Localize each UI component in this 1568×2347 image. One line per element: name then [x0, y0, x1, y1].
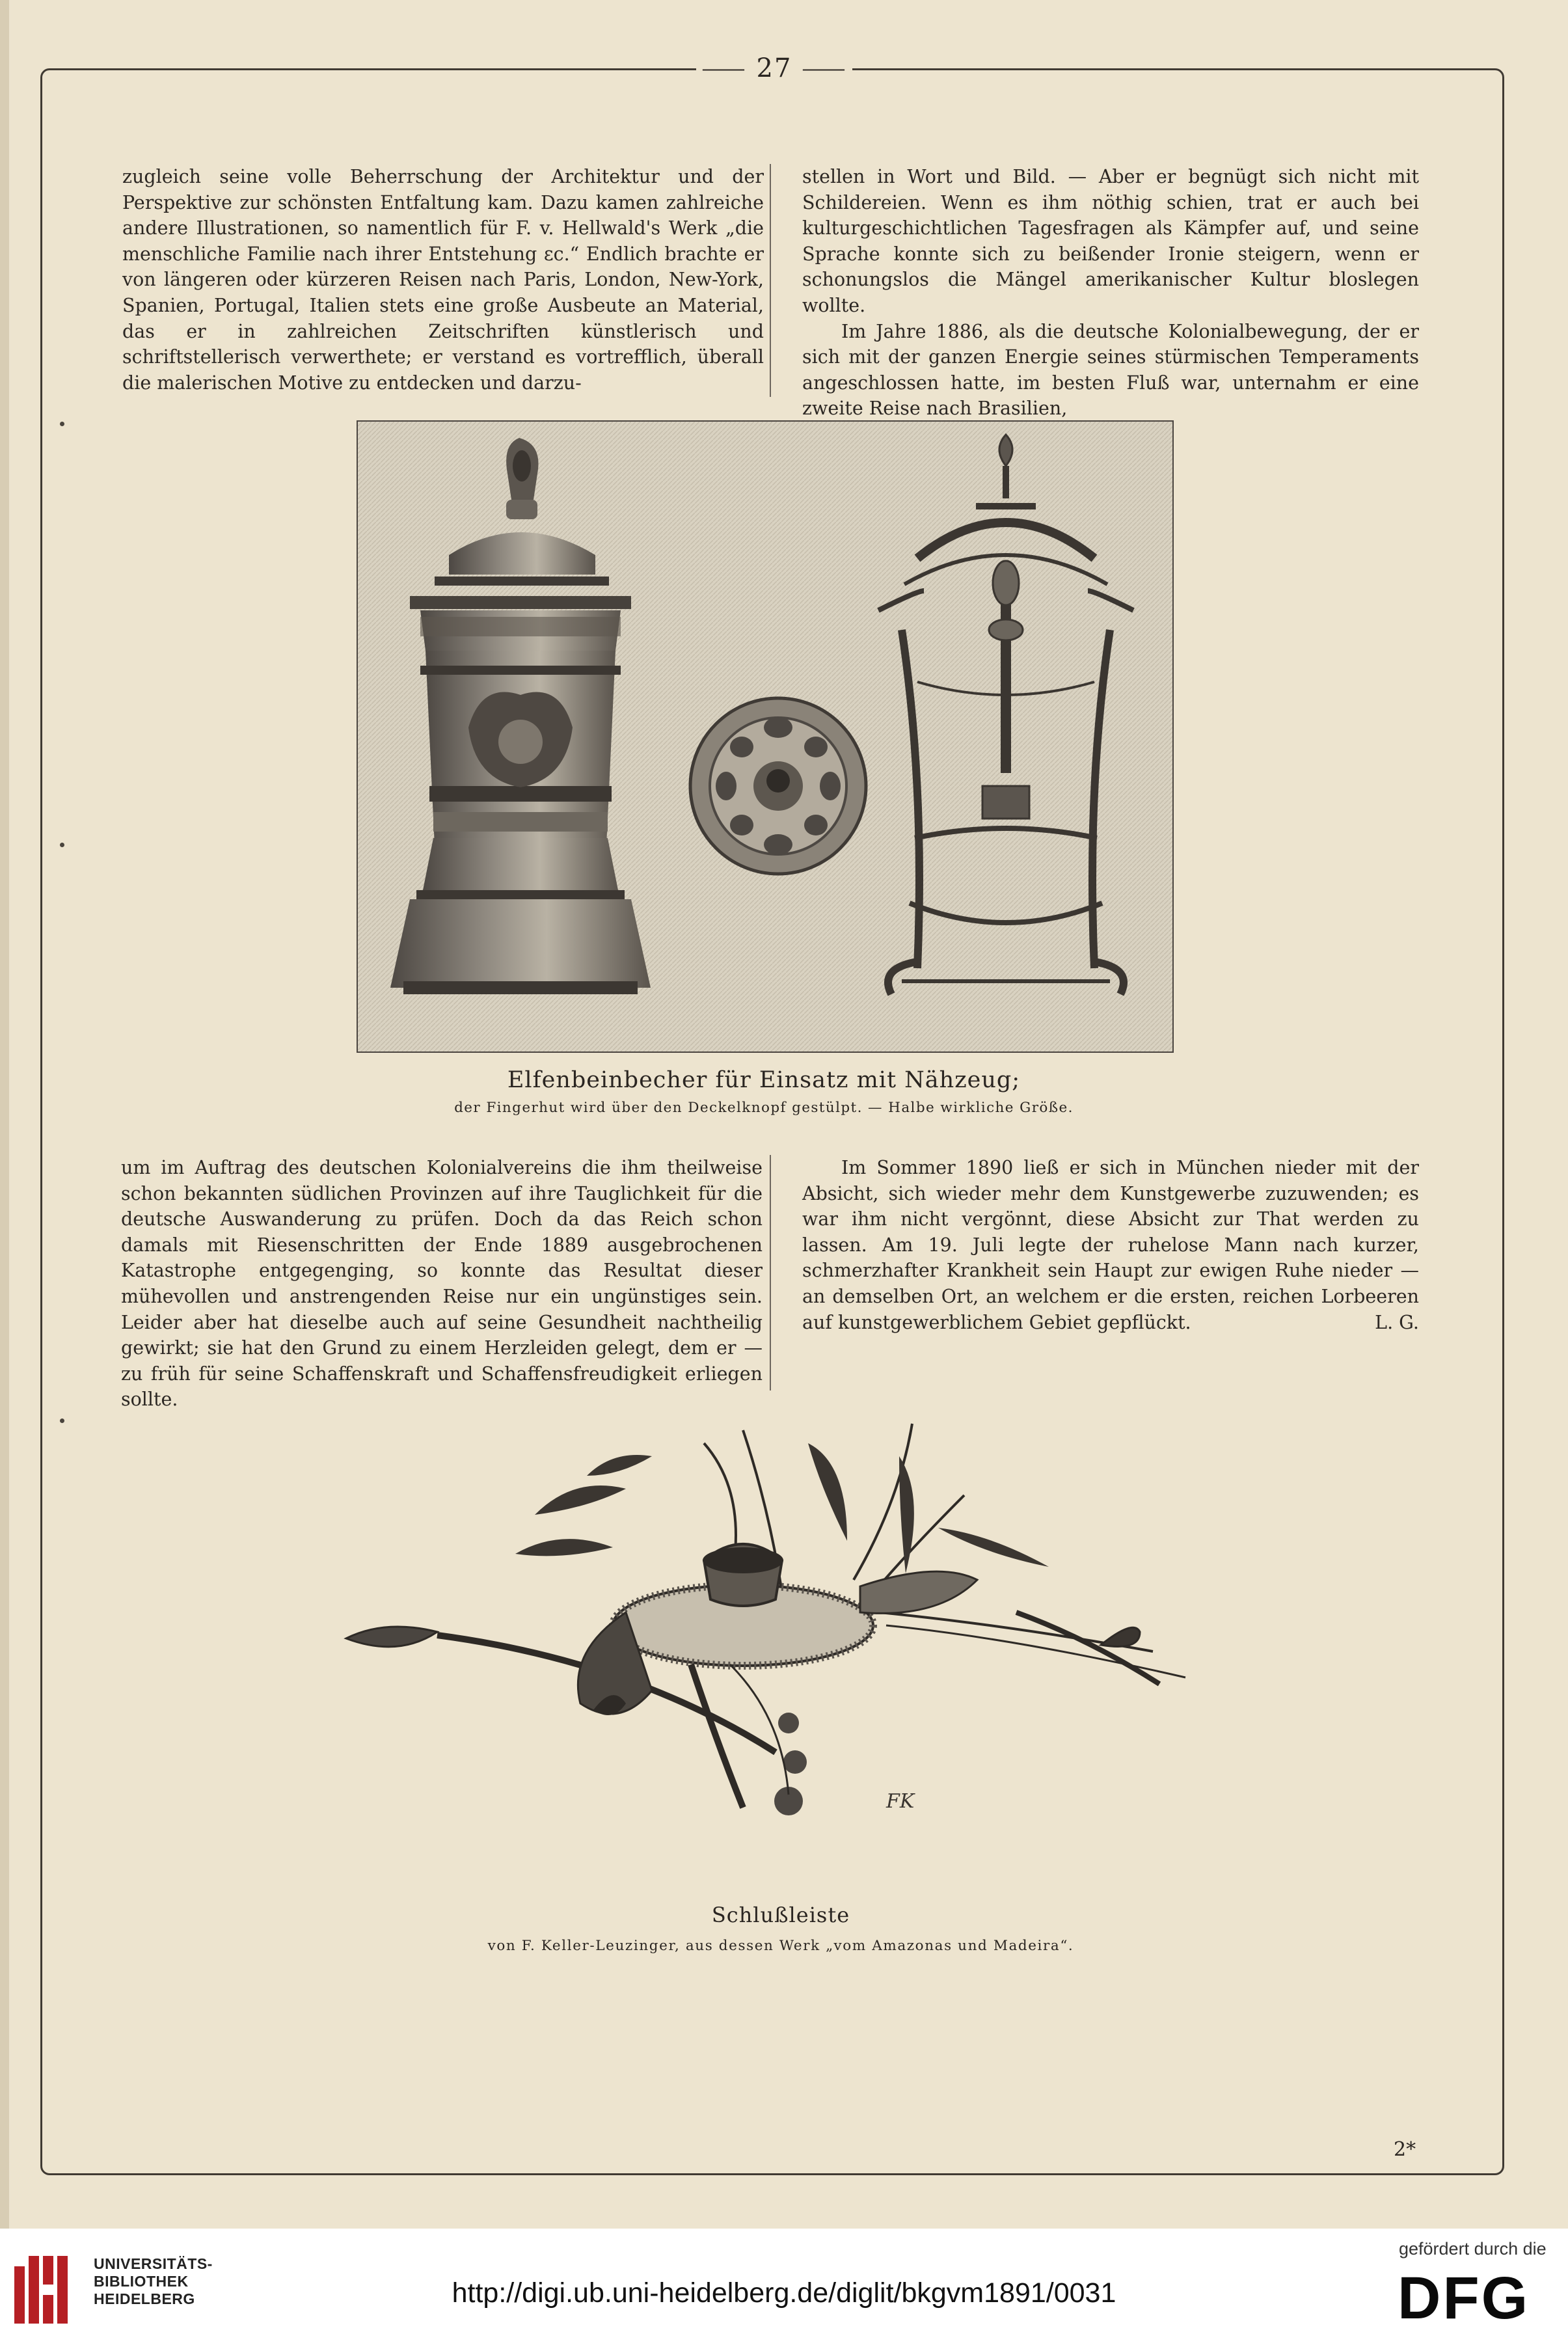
paragraph — [802, 1155, 1419, 1335]
paragraph: Im Jahre 1886, als die deutsche Kolonialbewegung, der er sich mit der ganzen Energie seines stürmischen Temperaments angeschlossen hatte, im besten Fluß war, unternahm er eine zweite Reise nach Brasilien, — [802, 320, 1419, 420]
funding-note: gefördert durch die — [1399, 2239, 1547, 2259]
tailpiece-illustration — [340, 1417, 1204, 1857]
top-right-column — [802, 164, 1419, 422]
binding-hole — [60, 1418, 64, 1423]
paragraph: um im Auftrag des deutschen Kolonialvereins die ihm theilweise schon bekannten südlichen Provinzen auf ihre Tauglichkeit für die deutsche Auswanderung zu prüfen. Doch da das Reich schon damals mit Riesenschritten der Ende 1889 ausgebrochenen Katastrophe entgegenging, so konnte das Resultat dieser mühevollen und anstrengenden Reise nur ein ungünstiges sein. Leider aber hat dieselbe auch auf seine Gesundheit nachtheilig gewirkt; sie hat den Grund zu einem Herzleiden gelegt, dem er — zu früh für seine Schaffenskraft und Schaffensfreudigkeit erliegen sollte. — [121, 1157, 763, 1411]
lid-disc — [690, 698, 866, 874]
figure-caption: Elfenbeinbecher für Einsatz mit Nähzeug; — [507, 1067, 1021, 1093]
library-name-line: UNIVERSITÄTS- — [94, 2255, 213, 2272]
page-number: ⸺ 27 ⸺ — [696, 53, 852, 83]
ivory-cup-engraving — [358, 422, 1172, 1051]
scan-edge — [0, 0, 9, 2229]
author-signature: L. G. — [1375, 1311, 1419, 1333]
figure-caption: Schlußleiste — [711, 1903, 850, 1927]
binding-hole — [60, 843, 64, 847]
page-number-value: 27 — [756, 53, 792, 83]
tropical-still-life-engraving — [340, 1417, 1204, 1857]
top-left-column — [122, 164, 764, 396]
column-divider — [770, 1155, 771, 1391]
permalink-url[interactable]: http://digi.ub.uni-heidelberg.de/diglit/bkgvm1891/0031 — [452, 2277, 1116, 2309]
figure-subcaption: der Fingerhut wird über den Deckelknopf gestülpt. — Halbe wirkliche Größe. — [454, 1100, 1074, 1116]
column-divider — [770, 164, 771, 397]
sheet-signature: 2* — [1394, 2138, 1416, 2161]
dfg-logo: DFG — [1398, 2265, 1530, 2331]
library-name-line: BIBLIOTHEK — [94, 2273, 189, 2290]
engraver-monogram: FK — [886, 1790, 915, 1813]
ivory-cup-illustration — [357, 420, 1174, 1053]
foliage — [515, 1443, 1049, 1573]
library-name-line: HEIDELBERG — [94, 2290, 195, 2307]
paragraph: zugleich seine volle Beherrschung der Architektur und der Perspektive zur schönsten Entfaltung kam. Dazu kamen zahlreiche andere Illustrationen, so namentlich für F. v. Hellwald's Werk „die menschliche Familie nach ihrer Entstehung ɛc.“ Endlich brachte er von längeren oder kürzeren Reisen nach Paris, London, New-York, Spanien, Portugal, Italien stets eine große Ausbeute an Material, das er in zahlreichen Zeitschriften künstlerisch und schriftstellerisch verwerthete; er verstand es vortrefflich, überall die malerischen Motive zu entdecken und darzu- — [122, 166, 764, 394]
binding-hole — [60, 422, 64, 426]
bottom-left-column — [121, 1155, 763, 1413]
bottom-right-column — [802, 1155, 1419, 1335]
figure-subcaption: von F. Keller-Leuzinger, aus dessen Werk „vom Amazonas und Madeira“. — [487, 1938, 1074, 1954]
paragraph-text: Im Sommer 1890 ließ er sich in München nieder mit der Absicht, sich wieder mehr dem Kunstgewerbe zuzuwenden; es war ihm nicht vergönnt, diese Absicht zur That werden zu lassen. Am 19. Juli legte der ruhelose Mann nach kurzer, schmerzhafter Krankheit sein Haupt zur ewigen Ruhe nieder — an demselben Ort, an welchem er die ersten, reichen Lorbeeren auf kunstgewerblichem Gebiet gepflückt. — [802, 1157, 1419, 1333]
paragraph: stellen in Wort und Bild. — Aber er begnügt sich nicht mit Schildereien. Wenn es ihm nöthig schien, trat er auch bei kulturgeschichtlichen Tagesfragen als Kämpfer auf, und seine Sprache konnte sich zu beißender Ironie steigern, wenn er schonungslos die Mängel amerikanischer Kultur bloslegen wollte. — [802, 166, 1419, 316]
